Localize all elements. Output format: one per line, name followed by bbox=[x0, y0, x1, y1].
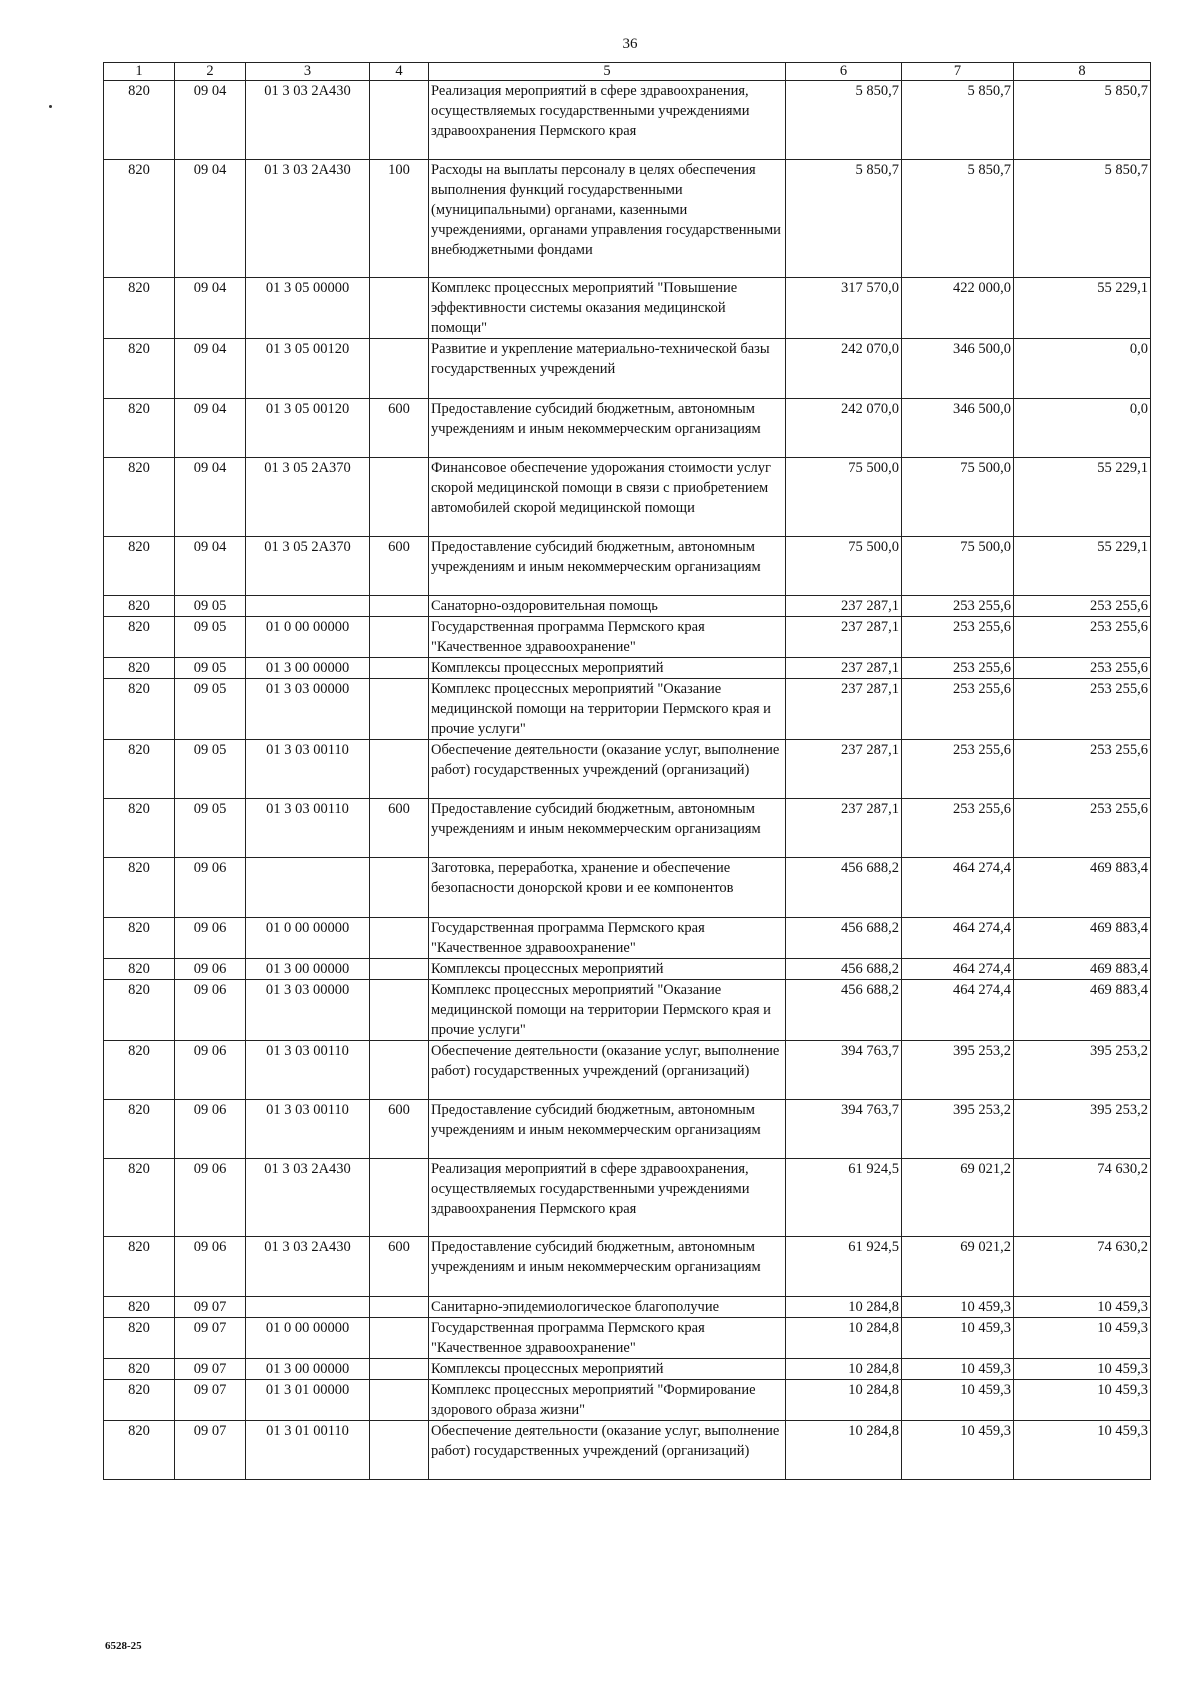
amount-year-2-cell: 5 850,7 bbox=[902, 81, 1014, 160]
header-col-2: 2 bbox=[175, 63, 246, 81]
amount-year-3-cell: 253 255,6 bbox=[1014, 679, 1151, 740]
amount-year-2-cell: 395 253,2 bbox=[902, 1041, 1014, 1100]
amount-year-3-cell: 395 253,2 bbox=[1014, 1100, 1151, 1159]
amount-year-2-cell: 253 255,6 bbox=[902, 799, 1014, 858]
amount-year-2-cell: 253 255,6 bbox=[902, 617, 1014, 658]
amount-year-3-cell: 469 883,4 bbox=[1014, 959, 1151, 980]
amount-year-3-cell: 469 883,4 bbox=[1014, 980, 1151, 1041]
amount-year-1-cell: 237 287,1 bbox=[786, 617, 902, 658]
target-article-cell: 01 3 03 00110 bbox=[246, 1041, 370, 1100]
amount-year-1-cell: 10 284,8 bbox=[786, 1318, 902, 1359]
expense-type-cell bbox=[370, 1041, 429, 1100]
description-cell: Комплекс процессных мероприятий "Оказание медицинской помощи на территории Пермского края и прочие услуги" bbox=[429, 679, 786, 740]
ministry-code-cell: 820 bbox=[104, 799, 175, 858]
section-code-cell: 09 05 bbox=[175, 740, 246, 799]
description-cell: Комплекс процессных мероприятий "Оказание медицинской помощи на территории Пермского края и прочие услуги" bbox=[429, 980, 786, 1041]
section-code-cell: 09 07 bbox=[175, 1380, 246, 1421]
expense-type-cell: 600 bbox=[370, 1237, 429, 1297]
section-code-cell: 09 04 bbox=[175, 399, 246, 458]
header-col-3: 3 bbox=[246, 63, 370, 81]
expense-type-cell bbox=[370, 858, 429, 918]
expense-type-cell: 100 bbox=[370, 160, 429, 278]
section-code-cell: 09 05 bbox=[175, 799, 246, 858]
target-article-cell: 01 3 05 2А370 bbox=[246, 458, 370, 537]
section-code-cell: 09 04 bbox=[175, 537, 246, 596]
amount-year-2-cell: 395 253,2 bbox=[902, 1100, 1014, 1159]
expense-type-cell bbox=[370, 980, 429, 1041]
amount-year-3-cell: 10 459,3 bbox=[1014, 1318, 1151, 1359]
target-article-cell: 01 3 03 00110 bbox=[246, 1100, 370, 1159]
ministry-code-cell: 820 bbox=[104, 617, 175, 658]
amount-year-1-cell: 237 287,1 bbox=[786, 679, 902, 740]
table-row bbox=[104, 1318, 1151, 1359]
section-code-cell: 09 06 bbox=[175, 918, 246, 959]
header-col-7: 7 bbox=[902, 63, 1014, 81]
section-code-cell: 09 06 bbox=[175, 959, 246, 980]
table-row bbox=[104, 1041, 1151, 1100]
expense-type-cell bbox=[370, 918, 429, 959]
amount-year-2-cell: 10 459,3 bbox=[902, 1297, 1014, 1318]
target-article-cell: 01 0 00 00000 bbox=[246, 1318, 370, 1359]
table-row bbox=[104, 1237, 1151, 1297]
ministry-code-cell: 820 bbox=[104, 537, 175, 596]
ministry-code-cell: 820 bbox=[104, 959, 175, 980]
target-article-cell: 01 3 05 2А370 bbox=[246, 537, 370, 596]
header-col-8: 8 bbox=[1014, 63, 1151, 81]
amount-year-2-cell: 69 021,2 bbox=[902, 1159, 1014, 1237]
ministry-code-cell: 820 bbox=[104, 278, 175, 339]
expense-type-cell bbox=[370, 740, 429, 799]
description-cell: Реализация мероприятий в сфере здравоохранения, осуществляемых государственными учреждениями здравоохранения Пермского края bbox=[429, 1159, 786, 1237]
description-cell: Предоставление субсидий бюджетным, автономным учреждениям и иным некоммерческим организациям bbox=[429, 1237, 786, 1297]
target-article-cell: 01 3 03 2А430 bbox=[246, 81, 370, 160]
amount-year-3-cell: 5 850,7 bbox=[1014, 81, 1151, 160]
expense-type-cell bbox=[370, 1159, 429, 1237]
table-row bbox=[104, 160, 1151, 278]
amount-year-1-cell: 237 287,1 bbox=[786, 740, 902, 799]
section-code-cell: 09 05 bbox=[175, 617, 246, 658]
section-code-cell: 09 06 bbox=[175, 1100, 246, 1159]
ministry-code-cell: 820 bbox=[104, 1421, 175, 1480]
header-col-5: 5 bbox=[429, 63, 786, 81]
table-row bbox=[104, 679, 1151, 740]
table-row bbox=[104, 918, 1151, 959]
expense-type-cell bbox=[370, 617, 429, 658]
amount-year-1-cell: 10 284,8 bbox=[786, 1297, 902, 1318]
target-article-cell: 01 3 03 00000 bbox=[246, 980, 370, 1041]
ministry-code-cell: 820 bbox=[104, 596, 175, 617]
description-cell: Комплекс процессных мероприятий "Повышение эффективности системы оказания медицинской помощи" bbox=[429, 278, 786, 339]
table-row bbox=[104, 399, 1151, 458]
description-cell: Обеспечение деятельности (оказание услуг, выполнение работ) государственных учреждений (организаций) bbox=[429, 1041, 786, 1100]
description-cell: Санаторно-оздоровительная помощь bbox=[429, 596, 786, 617]
ministry-code-cell: 820 bbox=[104, 1237, 175, 1297]
section-code-cell: 09 05 bbox=[175, 679, 246, 740]
target-article-cell: 01 3 03 2А430 bbox=[246, 1159, 370, 1237]
section-code-cell: 09 05 bbox=[175, 596, 246, 617]
ministry-code-cell: 820 bbox=[104, 1297, 175, 1318]
header-col-1: 1 bbox=[104, 63, 175, 81]
expense-type-cell: 600 bbox=[370, 399, 429, 458]
table-row bbox=[104, 458, 1151, 537]
amount-year-1-cell: 456 688,2 bbox=[786, 918, 902, 959]
target-article-cell: 01 3 05 00120 bbox=[246, 399, 370, 458]
table-body bbox=[104, 81, 1151, 1480]
description-cell: Расходы на выплаты персоналу в целях обеспечения выполнения функций государственными (муниципальными) органами, казенными учреждениями, органами управления государственными внебюджетными фондами bbox=[429, 160, 786, 278]
target-article-cell: 01 0 00 00000 bbox=[246, 918, 370, 959]
amount-year-1-cell: 237 287,1 bbox=[786, 658, 902, 679]
amount-year-1-cell: 10 284,8 bbox=[786, 1380, 902, 1421]
amount-year-3-cell: 10 459,3 bbox=[1014, 1297, 1151, 1318]
target-article-cell bbox=[246, 596, 370, 617]
table-row bbox=[104, 617, 1151, 658]
expense-type-cell bbox=[370, 81, 429, 160]
amount-year-1-cell: 317 570,0 bbox=[786, 278, 902, 339]
scan-artifact-dot bbox=[49, 105, 52, 108]
amount-year-1-cell: 5 850,7 bbox=[786, 81, 902, 160]
document-code: 6528-25 bbox=[105, 1640, 142, 1652]
expense-type-cell bbox=[370, 1359, 429, 1380]
amount-year-2-cell: 253 255,6 bbox=[902, 679, 1014, 740]
ministry-code-cell: 820 bbox=[104, 458, 175, 537]
section-code-cell: 09 07 bbox=[175, 1421, 246, 1480]
target-article-cell: 01 3 03 2А430 bbox=[246, 160, 370, 278]
amount-year-3-cell: 0,0 bbox=[1014, 339, 1151, 399]
table-row bbox=[104, 81, 1151, 160]
expense-type-cell bbox=[370, 679, 429, 740]
section-code-cell: 09 04 bbox=[175, 278, 246, 339]
description-cell: Государственная программа Пермского края "Качественное здравоохранение" bbox=[429, 617, 786, 658]
table-row bbox=[104, 799, 1151, 858]
amount-year-3-cell: 10 459,3 bbox=[1014, 1359, 1151, 1380]
ministry-code-cell: 820 bbox=[104, 1318, 175, 1359]
expense-type-cell bbox=[370, 458, 429, 537]
description-cell: Обеспечение деятельности (оказание услуг, выполнение работ) государственных учреждений (организаций) bbox=[429, 1421, 786, 1480]
description-cell: Комплексы процессных мероприятий bbox=[429, 1359, 786, 1380]
amount-year-3-cell: 253 255,6 bbox=[1014, 596, 1151, 617]
ministry-code-cell: 820 bbox=[104, 339, 175, 399]
table-row bbox=[104, 959, 1151, 980]
description-cell: Предоставление субсидий бюджетным, автономным учреждениям и иным некоммерческим организациям bbox=[429, 537, 786, 596]
table-row bbox=[104, 278, 1151, 339]
ministry-code-cell: 820 bbox=[104, 1100, 175, 1159]
amount-year-1-cell: 5 850,7 bbox=[786, 160, 902, 278]
table-row bbox=[104, 658, 1151, 679]
section-code-cell: 09 07 bbox=[175, 1359, 246, 1380]
table-row bbox=[104, 858, 1151, 918]
budget-table bbox=[103, 62, 1151, 1480]
amount-year-1-cell: 456 688,2 bbox=[786, 858, 902, 918]
table-row bbox=[104, 1359, 1151, 1380]
ministry-code-cell: 820 bbox=[104, 1159, 175, 1237]
expense-type-cell bbox=[370, 658, 429, 679]
amount-year-3-cell: 74 630,2 bbox=[1014, 1237, 1151, 1297]
expense-type-cell: 600 bbox=[370, 799, 429, 858]
description-cell: Комплекс процессных мероприятий "Формирование здорового образа жизни" bbox=[429, 1380, 786, 1421]
amount-year-1-cell: 242 070,0 bbox=[786, 339, 902, 399]
section-code-cell: 09 06 bbox=[175, 1159, 246, 1237]
amount-year-2-cell: 464 274,4 bbox=[902, 959, 1014, 980]
amount-year-3-cell: 395 253,2 bbox=[1014, 1041, 1151, 1100]
table-row bbox=[104, 1421, 1151, 1480]
description-cell: Заготовка, переработка, хранение и обеспечение безопасности донорской крови и ее компонентов bbox=[429, 858, 786, 918]
amount-year-3-cell: 5 850,7 bbox=[1014, 160, 1151, 278]
ministry-code-cell: 820 bbox=[104, 980, 175, 1041]
table-row bbox=[104, 1297, 1151, 1318]
amount-year-1-cell: 242 070,0 bbox=[786, 399, 902, 458]
ministry-code-cell: 820 bbox=[104, 740, 175, 799]
section-code-cell: 09 06 bbox=[175, 980, 246, 1041]
amount-year-2-cell: 346 500,0 bbox=[902, 399, 1014, 458]
amount-year-3-cell: 0,0 bbox=[1014, 399, 1151, 458]
table-row bbox=[104, 740, 1151, 799]
amount-year-2-cell: 464 274,4 bbox=[902, 980, 1014, 1041]
header-col-6: 6 bbox=[786, 63, 902, 81]
section-code-cell: 09 07 bbox=[175, 1318, 246, 1359]
target-article-cell: 01 3 00 00000 bbox=[246, 658, 370, 679]
amount-year-3-cell: 469 883,4 bbox=[1014, 918, 1151, 959]
header-row bbox=[104, 63, 1151, 81]
amount-year-1-cell: 456 688,2 bbox=[786, 959, 902, 980]
page-number: 36 bbox=[622, 36, 638, 52]
section-code-cell: 09 05 bbox=[175, 658, 246, 679]
amount-year-3-cell: 253 255,6 bbox=[1014, 617, 1151, 658]
amount-year-3-cell: 10 459,3 bbox=[1014, 1421, 1151, 1480]
section-code-cell: 09 04 bbox=[175, 81, 246, 160]
ministry-code-cell: 820 bbox=[104, 858, 175, 918]
description-cell: Санитарно-эпидемиологическое благополучие bbox=[429, 1297, 786, 1318]
description-cell: Государственная программа Пермского края "Качественное здравоохранение" bbox=[429, 918, 786, 959]
amount-year-2-cell: 464 274,4 bbox=[902, 858, 1014, 918]
amount-year-3-cell: 55 229,1 bbox=[1014, 458, 1151, 537]
target-article-cell bbox=[246, 858, 370, 918]
description-cell: Развитие и укрепление материально-технической базы государственных учреждений bbox=[429, 339, 786, 399]
description-cell: Комплексы процессных мероприятий bbox=[429, 658, 786, 679]
amount-year-1-cell: 75 500,0 bbox=[786, 537, 902, 596]
amount-year-3-cell: 469 883,4 bbox=[1014, 858, 1151, 918]
description-cell: Комплексы процессных мероприятий bbox=[429, 959, 786, 980]
table-row bbox=[104, 1100, 1151, 1159]
description-cell: Предоставление субсидий бюджетным, автономным учреждениям и иным некоммерческим организациям bbox=[429, 799, 786, 858]
amount-year-2-cell: 253 255,6 bbox=[902, 658, 1014, 679]
expense-type-cell bbox=[370, 339, 429, 399]
target-article-cell: 01 3 01 00110 bbox=[246, 1421, 370, 1480]
ministry-code-cell: 820 bbox=[104, 918, 175, 959]
amount-year-2-cell: 253 255,6 bbox=[902, 740, 1014, 799]
amount-year-2-cell: 10 459,3 bbox=[902, 1359, 1014, 1380]
expense-type-cell: 600 bbox=[370, 1100, 429, 1159]
amount-year-1-cell: 394 763,7 bbox=[786, 1041, 902, 1100]
expense-type-cell bbox=[370, 1297, 429, 1318]
expense-type-cell bbox=[370, 1380, 429, 1421]
target-article-cell: 01 3 01 00000 bbox=[246, 1380, 370, 1421]
amount-year-2-cell: 464 274,4 bbox=[902, 918, 1014, 959]
amount-year-3-cell: 253 255,6 bbox=[1014, 740, 1151, 799]
amount-year-3-cell: 253 255,6 bbox=[1014, 799, 1151, 858]
target-article-cell: 01 3 05 00000 bbox=[246, 278, 370, 339]
amount-year-1-cell: 10 284,8 bbox=[786, 1421, 902, 1480]
description-cell: Государственная программа Пермского края "Качественное здравоохранение" bbox=[429, 1318, 786, 1359]
target-article-cell: 01 3 00 00000 bbox=[246, 1359, 370, 1380]
ministry-code-cell: 820 bbox=[104, 658, 175, 679]
target-article-cell: 01 3 05 00120 bbox=[246, 339, 370, 399]
expense-type-cell bbox=[370, 1318, 429, 1359]
amount-year-2-cell: 5 850,7 bbox=[902, 160, 1014, 278]
amount-year-1-cell: 61 924,5 bbox=[786, 1237, 902, 1297]
table-row bbox=[104, 537, 1151, 596]
target-article-cell: 01 3 00 00000 bbox=[246, 959, 370, 980]
expense-type-cell: 600 bbox=[370, 537, 429, 596]
ministry-code-cell: 820 bbox=[104, 1380, 175, 1421]
table-row bbox=[104, 980, 1151, 1041]
target-article-cell: 01 0 00 00000 bbox=[246, 617, 370, 658]
table-row bbox=[104, 1159, 1151, 1237]
section-code-cell: 09 04 bbox=[175, 160, 246, 278]
expense-type-cell bbox=[370, 596, 429, 617]
ministry-code-cell: 820 bbox=[104, 679, 175, 740]
amount-year-3-cell: 55 229,1 bbox=[1014, 537, 1151, 596]
expense-type-cell bbox=[370, 959, 429, 980]
table-row bbox=[104, 339, 1151, 399]
ministry-code-cell: 820 bbox=[104, 1041, 175, 1100]
table-row bbox=[104, 596, 1151, 617]
description-cell: Финансовое обеспечение удорожания стоимости услуг скорой медицинской помощи в связи с приобретением автомобилей скорой медицинской помощи bbox=[429, 458, 786, 537]
table-row bbox=[104, 1380, 1151, 1421]
amount-year-2-cell: 346 500,0 bbox=[902, 339, 1014, 399]
target-article-cell: 01 3 03 2А430 bbox=[246, 1237, 370, 1297]
target-article-cell: 01 3 03 00110 bbox=[246, 740, 370, 799]
amount-year-3-cell: 253 255,6 bbox=[1014, 658, 1151, 679]
amount-year-2-cell: 10 459,3 bbox=[902, 1421, 1014, 1480]
description-cell: Обеспечение деятельности (оказание услуг, выполнение работ) государственных учреждений (организаций) bbox=[429, 740, 786, 799]
amount-year-3-cell: 74 630,2 bbox=[1014, 1159, 1151, 1237]
amount-year-1-cell: 75 500,0 bbox=[786, 458, 902, 537]
target-article-cell: 01 3 03 00110 bbox=[246, 799, 370, 858]
expense-type-cell bbox=[370, 278, 429, 339]
expense-type-cell bbox=[370, 1421, 429, 1480]
amount-year-2-cell: 75 500,0 bbox=[902, 458, 1014, 537]
amount-year-1-cell: 237 287,1 bbox=[786, 596, 902, 617]
amount-year-1-cell: 237 287,1 bbox=[786, 799, 902, 858]
amount-year-1-cell: 394 763,7 bbox=[786, 1100, 902, 1159]
amount-year-3-cell: 55 229,1 bbox=[1014, 278, 1151, 339]
ministry-code-cell: 820 bbox=[104, 399, 175, 458]
section-code-cell: 09 07 bbox=[175, 1297, 246, 1318]
ministry-code-cell: 820 bbox=[104, 160, 175, 278]
description-cell: Предоставление субсидий бюджетным, автономным учреждениям и иным некоммерческим организациям bbox=[429, 399, 786, 458]
header-col-4: 4 bbox=[370, 63, 429, 81]
amount-year-1-cell: 10 284,8 bbox=[786, 1359, 902, 1380]
amount-year-2-cell: 422 000,0 bbox=[902, 278, 1014, 339]
section-code-cell: 09 04 bbox=[175, 339, 246, 399]
amount-year-2-cell: 253 255,6 bbox=[902, 596, 1014, 617]
section-code-cell: 09 04 bbox=[175, 458, 246, 537]
amount-year-2-cell: 75 500,0 bbox=[902, 537, 1014, 596]
amount-year-1-cell: 61 924,5 bbox=[786, 1159, 902, 1237]
section-code-cell: 09 06 bbox=[175, 1237, 246, 1297]
section-code-cell: 09 06 bbox=[175, 1041, 246, 1100]
description-cell: Предоставление субсидий бюджетным, автономным учреждениям и иным некоммерческим организациям bbox=[429, 1100, 786, 1159]
ministry-code-cell: 820 bbox=[104, 1359, 175, 1380]
target-article-cell bbox=[246, 1297, 370, 1318]
target-article-cell: 01 3 03 00000 bbox=[246, 679, 370, 740]
amount-year-2-cell: 10 459,3 bbox=[902, 1318, 1014, 1359]
amount-year-3-cell: 10 459,3 bbox=[1014, 1380, 1151, 1421]
amount-year-2-cell: 10 459,3 bbox=[902, 1380, 1014, 1421]
ministry-code-cell: 820 bbox=[104, 81, 175, 160]
section-code-cell: 09 06 bbox=[175, 858, 246, 918]
amount-year-1-cell: 456 688,2 bbox=[786, 980, 902, 1041]
amount-year-2-cell: 69 021,2 bbox=[902, 1237, 1014, 1297]
description-cell: Реализация мероприятий в сфере здравоохранения, осуществляемых государственными учреждениями здравоохранения Пермского края bbox=[429, 81, 786, 160]
